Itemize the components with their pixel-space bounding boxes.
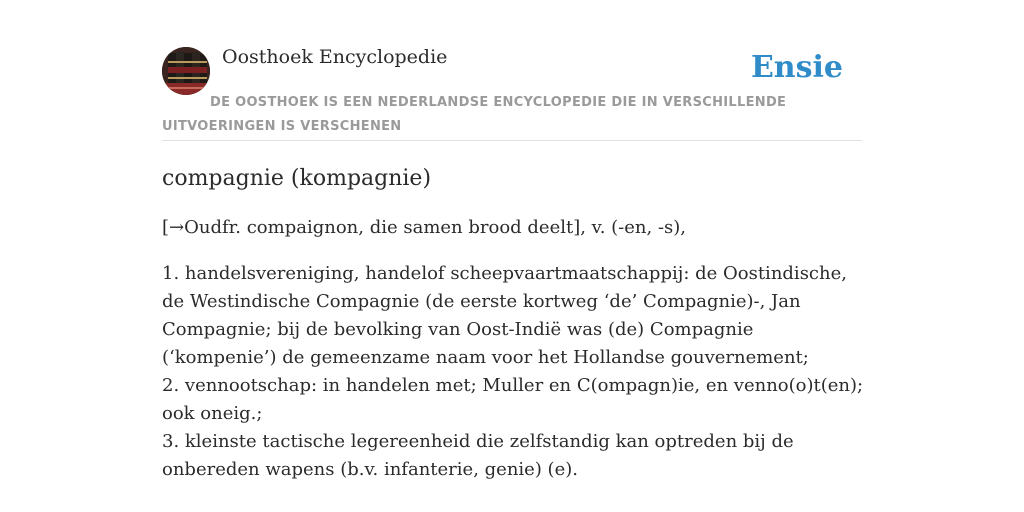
brand-logo-link[interactable]: Ensie (750, 50, 843, 85)
definition-item: 2. vennootschap: in handelen met; Muller en C(ompagn)ie, en venno(o)t(en); ook oneig.; (162, 375, 864, 424)
site-title[interactable]: Oosthoek Encyclopedie (222, 46, 448, 68)
entry-content (162, 160, 867, 484)
definition-list (162, 260, 867, 484)
site-tagline: DE OOSTHOEK IS EEN NEDERLANDSE ENCYCLOPEDIE DIE IN VERSCHILLENDE UITVOERINGEN IS VERSCHENEN (162, 95, 787, 134)
definition-item: 1. handelsvereniging, handelof scheepvaartmaatschappij: de Oostindische, de Westindische Compagnie (de eerste kortweg ‘de’ Compagnie)-, Jan Compagnie; bij de bevolking van Oost-Indië was (de) Compagnie (‘kompenie’) de gemeenzame naam voor het Hollandse gouvernement; (162, 263, 847, 368)
etymology: [→Oudfr. compaignon, die samen brood deelt], v. (-en, -s), (162, 217, 687, 238)
site-header (162, 44, 862, 141)
page-title: compagnie (kompagnie) (162, 166, 432, 191)
encyclopedia-books-icon[interactable] (162, 47, 210, 95)
definition-item: 3. kleinste tactische legereenheid die zelfstandig kan optreden bij de onbereden wapens (b.v. infanterie, genie) (e). (162, 431, 794, 480)
